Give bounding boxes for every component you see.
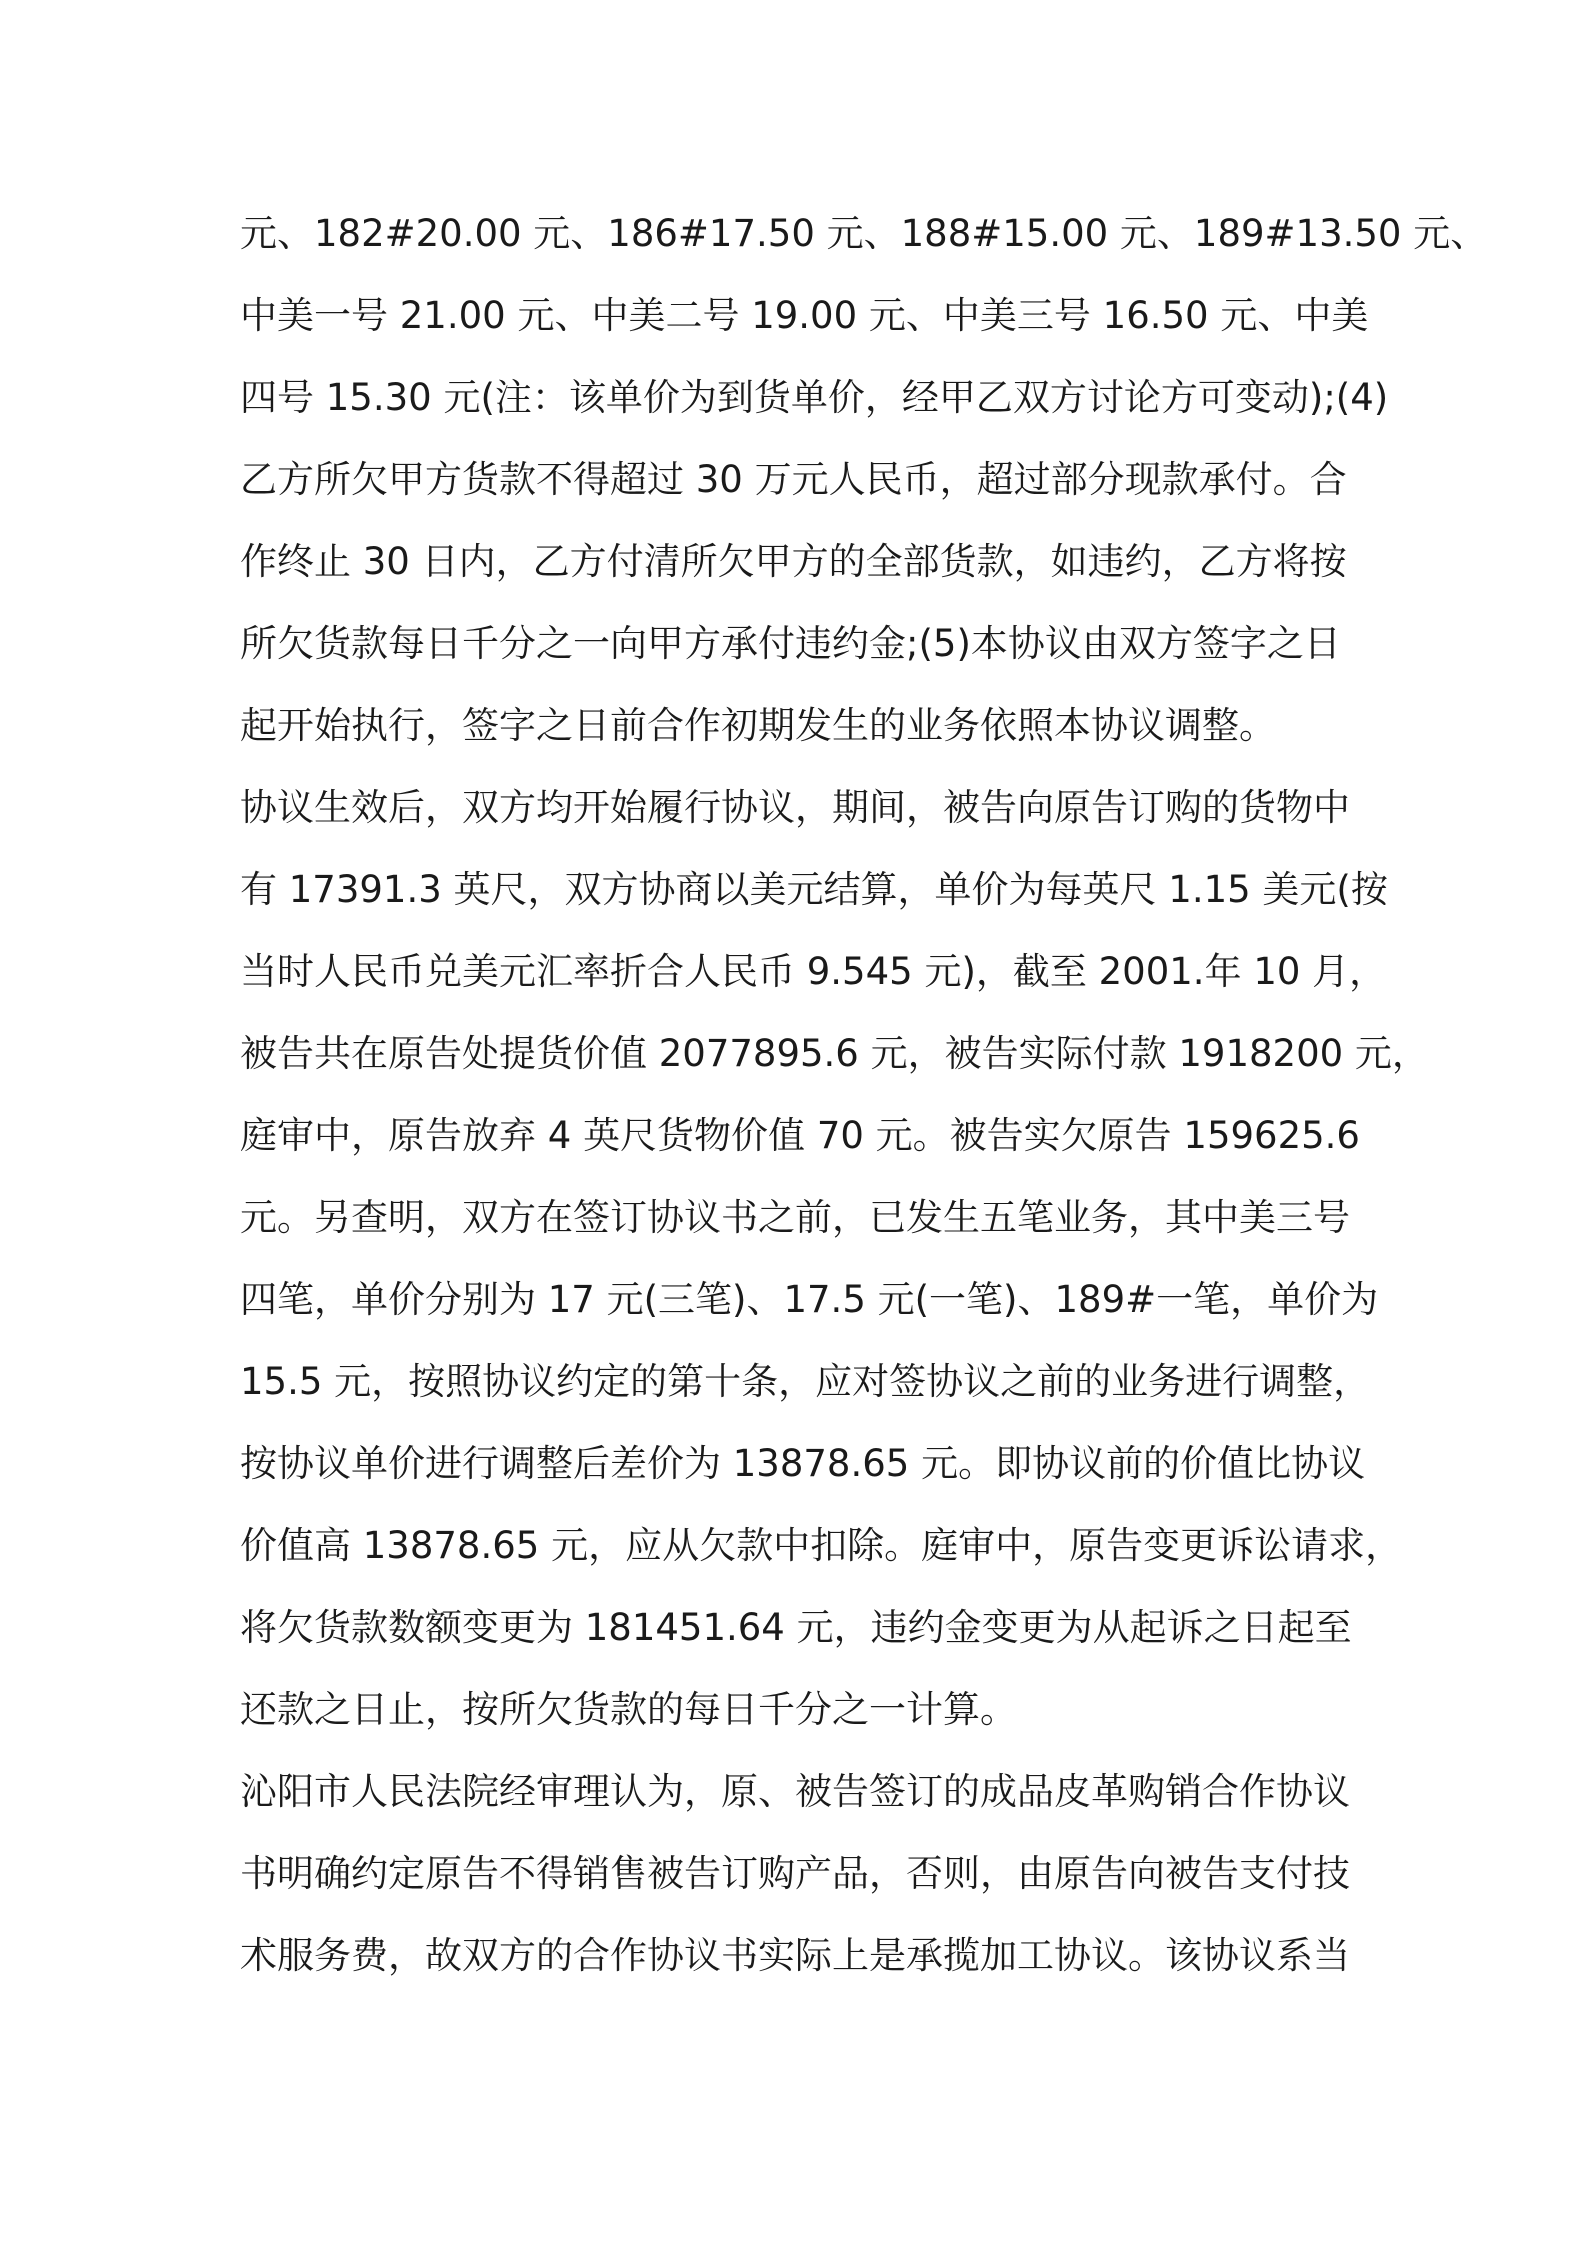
text-line: 被告共在原告处提货价值 2077895.6 元，被告实际付款 1918200 元， — [240, 1032, 1429, 1075]
text-line: 中美一号 21.00 元、中美二号 19.00 元、中美三号 16.50 元、中美 — [240, 294, 1369, 337]
paragraph-3 — [240, 1751, 1360, 1997]
paragraph-2 — [240, 767, 1429, 1751]
text-line: 15.5 元，按照协议约定的第十条，应对签协议之前的业务进行调整， — [240, 1360, 1371, 1403]
text-line: 沁阳市人民法院经审理认为，原、被告签订的成品皮革购销合作协议 — [240, 1770, 1350, 1813]
text-line: 价值高 13878.65 元，应从欠款中扣除。庭审中，原告变更诉讼请求， — [240, 1524, 1403, 1567]
text-line: 当时人民币兑美元汇率折合人民币 9.545 元)，截至 2001.年 10 月， — [240, 950, 1387, 993]
text-line: 书明确约定原告不得销售被告订购产品，否则，由原告向被告支付技 — [240, 1852, 1350, 1895]
text-line: 庭审中，原告放弃 4 英尺货物价值 70 元。被告实欠原告 159625.6 — [240, 1114, 1360, 1157]
text-line: 按协议单价进行调整后差价为 13878.65 元。即协议前的价值比协议 — [240, 1442, 1366, 1485]
text-line: 将欠货款数额变更为 181451.64 元，违约金变更为从起诉之日起至 — [240, 1606, 1352, 1649]
text-line: 起开始执行，签字之日前合作初期发生的业务依照本协议调整。 — [240, 704, 1276, 747]
text-line: 四笔，单价分别为 17 元(三笔)、17.5 元(一笔)、189#一笔，单价为 — [240, 1278, 1379, 1321]
text-line: 元。另查明，双方在签订协议书之前，已发生五笔业务，其中美三号 — [240, 1196, 1350, 1239]
text-line: 还款之日止，按所欠货款的每日千分之一计算。 — [240, 1688, 1017, 1731]
text-line: 协议生效后，双方均开始履行协议，期间，被告向原告订购的货物中 — [240, 786, 1350, 829]
text-line: 术服务费，故双方的合作协议书实际上是承揽加工协议。该协议系当 — [240, 1934, 1350, 1977]
text-line: 四号 15.30 元(注：该单价为到货单价，经甲乙双方讨论方可变动);(4) — [240, 376, 1389, 419]
text-line: 乙方所欠甲方货款不得超过 30 万元人民币，超过部分现款承付。合 — [240, 458, 1347, 501]
text-line: 元、182#20.00 元、186#17.50 元、188#15.00 元、189#13.50 元、 — [240, 212, 1488, 255]
text-line: 有 17391.3 英尺，双方协商以美元结算，单价为每英尺 1.15 美元(按 — [240, 868, 1388, 911]
text-line: 作终止 30 日内，乙方付清所欠甲方的全部货款，如违约，乙方将按 — [240, 540, 1347, 583]
text-line: 所欠货款每日千分之一向甲方承付违约金;(5)本协议由双方签字之日 — [240, 622, 1341, 665]
paragraph-1 — [240, 193, 1488, 767]
document-body — [240, 193, 1488, 1997]
